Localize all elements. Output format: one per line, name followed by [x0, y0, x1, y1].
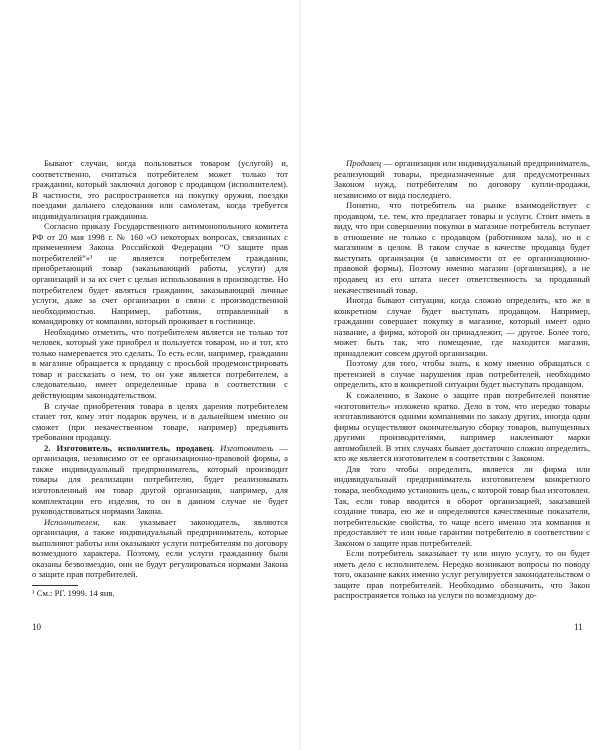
paragraph: Иногда бывают ситуации, когда сложно определить, кто же в конкретном случае будет выступать продавцом. Например, гражданин совершает покупку в магазине, который имеет одно название, а фирма, которой он принадлежит, — другое. Более того, может быть так, что помещение, где находится магазин, принадлежит совсем другой организации. — [334, 295, 590, 358]
seller-definition: — организация или индивидуальный предприниматель, реализующий товары, предназначенные для предусмотренных Законом нужд, потребителям по договору купли-продажи, независимо от вида последнего. — [334, 158, 590, 200]
page-number-left: 10 — [32, 622, 41, 632]
paragraph: Если потребитель заказывает ту или иную услугу, то он будет иметь дело с исполнителем. Нередко возникают вопросы по поводу того, оказание каких именно услуг регулируется законодательством о защите прав потребителей. Необходимо обозначить, что Закон распространяется только на услуги по возмездному до- — [334, 548, 590, 601]
footnote: ¹ См.: РГ. 1999. 14 янв. — [32, 587, 115, 598]
paragraph: Бывают случаи, когда пользоваться товаром (услугой) и, соответственно, считаться потребителем может только тот гражданин, который заключил договор с продавцом (исполнителем). В частности, это распространяется на покупку оружия, поездки поездами дальнего следования или самолетам, когда требуется индивидуализация гражданина. — [32, 158, 288, 221]
executor-definition: , как указывает законодатель, являются организация, а также индивидуальный предприниматель, которые выполняют работы или оказывают услуги потребителям по договору возмездного характера. Поэтому, если услуги гражданину были оказаны безвозмездно, они не будут регулироваться нормами Закона о защите прав потребителей. — [32, 516, 288, 580]
page-number-right: 11 — [574, 622, 583, 632]
paragraph: В случае приобретения товара в целях дарения потребителем станет тот, кому этот подарок вручен, и в дальнейшем именно он сможет (при некачественном товаре, например) предъявить требования продавцу. — [32, 400, 288, 443]
seller-paragraph — [334, 158, 590, 200]
term-executor: Исполнителем — [44, 516, 98, 527]
paragraph: К сожалению, в Законе о защите прав потребителей понятие «изготовитель» изложено кратко. Дело в том, что нередко товары изготавливаются одними компаниями по заказу других, иногда одни фирмы осуществляют окончательную сборку товаров, выпущенных другими производителями, например наклеивают марки автомобилей. В этих случаях бывает достаточно сложно определить, кто же является изготовителем в соответствии с Законом. — [334, 390, 590, 464]
term-manufacturer: Изготовитель — [220, 442, 274, 453]
paragraph: Согласно приказу Государственного антимонопольного комитета РФ от 20 мая 1998 г. № 160 «О некоторых вопросах, связанных с применением Закона Российской Федерации “О защите прав потребителей”»¹ не является потребителем гражданин, приобретающий товар (заказывающий работы, услуги) для организаций и за их счет с целью использования в производстве. Но потребителем будет являться гражданин, заказывающий личные услуги, даже за счет организации в связи с производственной необходимостью. Например, работник, отправленный в командировку от компании, который проживает в гостинице. — [32, 221, 288, 327]
footnote-rule — [32, 585, 78, 586]
book-gutter — [298, 0, 302, 750]
executor-paragraph — [32, 517, 288, 580]
right-page-text — [334, 158, 590, 601]
section-heading: 2. Изготовитель, исполнитель, продавец. — [44, 442, 215, 453]
section-paragraph — [32, 443, 288, 517]
right-page — [334, 158, 590, 718]
manufacturer-definition: — организация, независимо от ее организационно-правовой формы, а также индивидуальный предприниматель, который производит товары для реализации потребителю, будет реализовывать изготовленный им товар другой организации, например, для комплектации его изделия, то он в данном случае не будет руководствоваться нормами Закона. — [32, 442, 289, 517]
left-page-text — [32, 158, 288, 598]
paragraph: Понятно, что потребитель на рынке взаимодействует с продавцом, т.е. тем, кто предлагает товары и услуги. Стоит иметь в виду, что при совершении покупки в магазине потребитель вступает в отношение не только с продавцом (работником зала), но и с магазином в целом. В таком случае в качестве продавца будет выступать организация (в зависимости от ее организационно-правовой формы). Поэтому именно магазин (организация), а не продавец из его штата несет ответственность за проданный некачественный товар. — [334, 200, 590, 295]
paragraph: Необходимо отметить, что потребителем является не только тот человек, который уже приобрел и пользуется товаром, но и тот, кто только намеревается это сделать. То есть если, например, гражданин в магазине обращается к продавцу с просьбой продемонстрировать товар и рассказать о нем, то он уже является потребителем, а следовательно, имеет определенные права в соответствии с действующим законодательством. — [32, 326, 288, 401]
term-seller: Продавец — [346, 158, 382, 168]
paragraph: Для того чтобы определить, является ли фирма или индивидуальный предприниматель изготовителем конкретного товара, необходимо установить цель, с которой товар был изготовлен. Так, если товар вводится в оборот организацией, заказавшей создание товара, ею же и определяются качественные показатели, потребительские свойства, то чаще всего именно эта компания и предоставляет те или иные гарантии потребителю в соответствии с Законом о защите прав потребителей. — [334, 463, 590, 548]
paragraph: Поэтому для того, чтобы знать, к кому именно обращаться с претензией в случае нарушения прав потребителей, необходимо определить, кто в конкретной ситуации будет выступать продавцом. — [334, 358, 590, 390]
left-page — [32, 158, 288, 718]
